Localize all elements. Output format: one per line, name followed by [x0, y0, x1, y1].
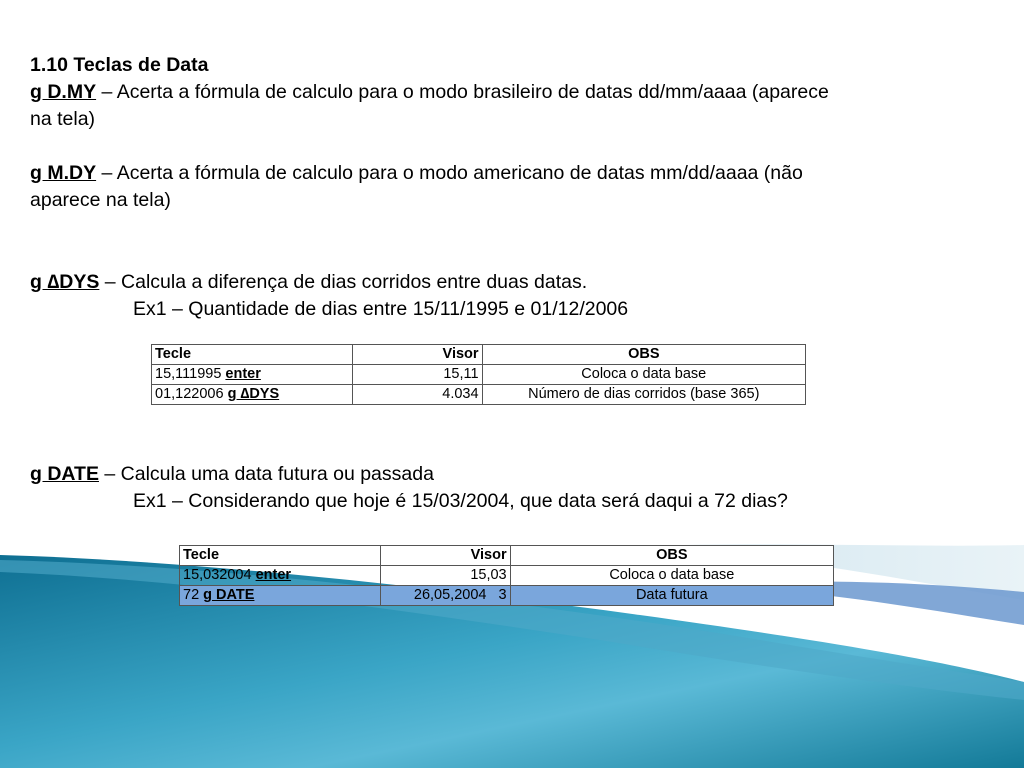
dys-description: – Calcula a diferença de dias corridos entre duas datas. — [99, 271, 588, 293]
dys-paragraph — [30, 269, 587, 296]
column-header-visor: Visor — [352, 345, 482, 365]
table-header-row — [152, 345, 806, 365]
mdy-paragraph — [30, 160, 803, 187]
dmy-paragraph-continued — [30, 106, 95, 133]
tecle-cell — [152, 365, 353, 385]
visor-cell: 26,05,2004 3 — [380, 586, 510, 606]
mdy-paragraph-continued — [30, 187, 171, 214]
tecle-cell — [180, 566, 381, 586]
obs-cell: Coloca o data base — [510, 566, 833, 586]
dmy-paragraph — [30, 79, 829, 106]
table-row — [152, 365, 806, 385]
visor-cell: 4.034 — [352, 385, 482, 405]
tecle-key: enter — [225, 366, 261, 382]
date-example — [133, 488, 788, 515]
dys-example-text: Ex1 – Quantidade de dias entre 15/11/1995 e 01/12/2006 — [133, 298, 629, 320]
dmy-description-line2: na tela) — [30, 108, 96, 130]
dys-command: g ∆DYS — [30, 271, 100, 293]
column-header-obs: OBS — [482, 345, 805, 365]
column-header-visor: Visor — [380, 546, 510, 566]
mdy-description: – Acerta a fórmula de calculo para o modo americano de datas mm/dd/aaaa (não — [96, 162, 803, 184]
date-table — [179, 545, 834, 606]
dys-example — [133, 296, 628, 323]
column-header-tecle: Tecle — [180, 546, 381, 566]
column-header-tecle: Tecle — [152, 345, 353, 365]
tecle-cell — [180, 586, 381, 606]
date-example-text: Ex1 – Considerando que hoje é 15/03/2004, que data será daqui a 72 dias? — [133, 490, 788, 512]
date-command: g DATE — [30, 463, 99, 485]
tecle-number: 15,032004 — [183, 567, 256, 583]
section-heading: 1.10 Teclas de Data — [30, 54, 209, 76]
table-row — [152, 385, 806, 405]
mdy-command: g M.DY — [30, 162, 97, 184]
dmy-command: g D.MY — [30, 81, 97, 103]
tecle-key: g ∆DYS — [227, 386, 280, 402]
tecle-number: 01,122006 — [155, 386, 228, 402]
tecle-key: g DATE — [203, 587, 255, 603]
obs-cell: Data futura — [510, 586, 833, 606]
table-row — [180, 566, 834, 586]
tecle-cell — [152, 385, 353, 405]
tecle-key: enter — [255, 567, 292, 583]
column-header-obs: OBS — [510, 546, 833, 566]
date-paragraph — [30, 461, 434, 488]
obs-cell: Número de dias corridos (base 365) — [482, 385, 805, 405]
table-header-row — [180, 546, 834, 566]
mdy-description-line2: aparece na tela) — [30, 189, 171, 211]
tecle-number: 72 — [183, 587, 204, 603]
date-description: – Calcula uma data futura ou passada — [98, 463, 434, 485]
visor-cell: 15,11 — [352, 365, 482, 385]
table-row-highlighted — [180, 586, 834, 606]
dys-table — [151, 344, 806, 405]
tecle-number: 15,111995 — [155, 366, 226, 382]
visor-cell: 15,03 — [380, 566, 510, 586]
obs-cell: Coloca o data base — [482, 365, 805, 385]
dmy-description: – Acerta a fórmula de calculo para o modo brasileiro de datas dd/mm/aaaa (aparece — [96, 81, 829, 103]
